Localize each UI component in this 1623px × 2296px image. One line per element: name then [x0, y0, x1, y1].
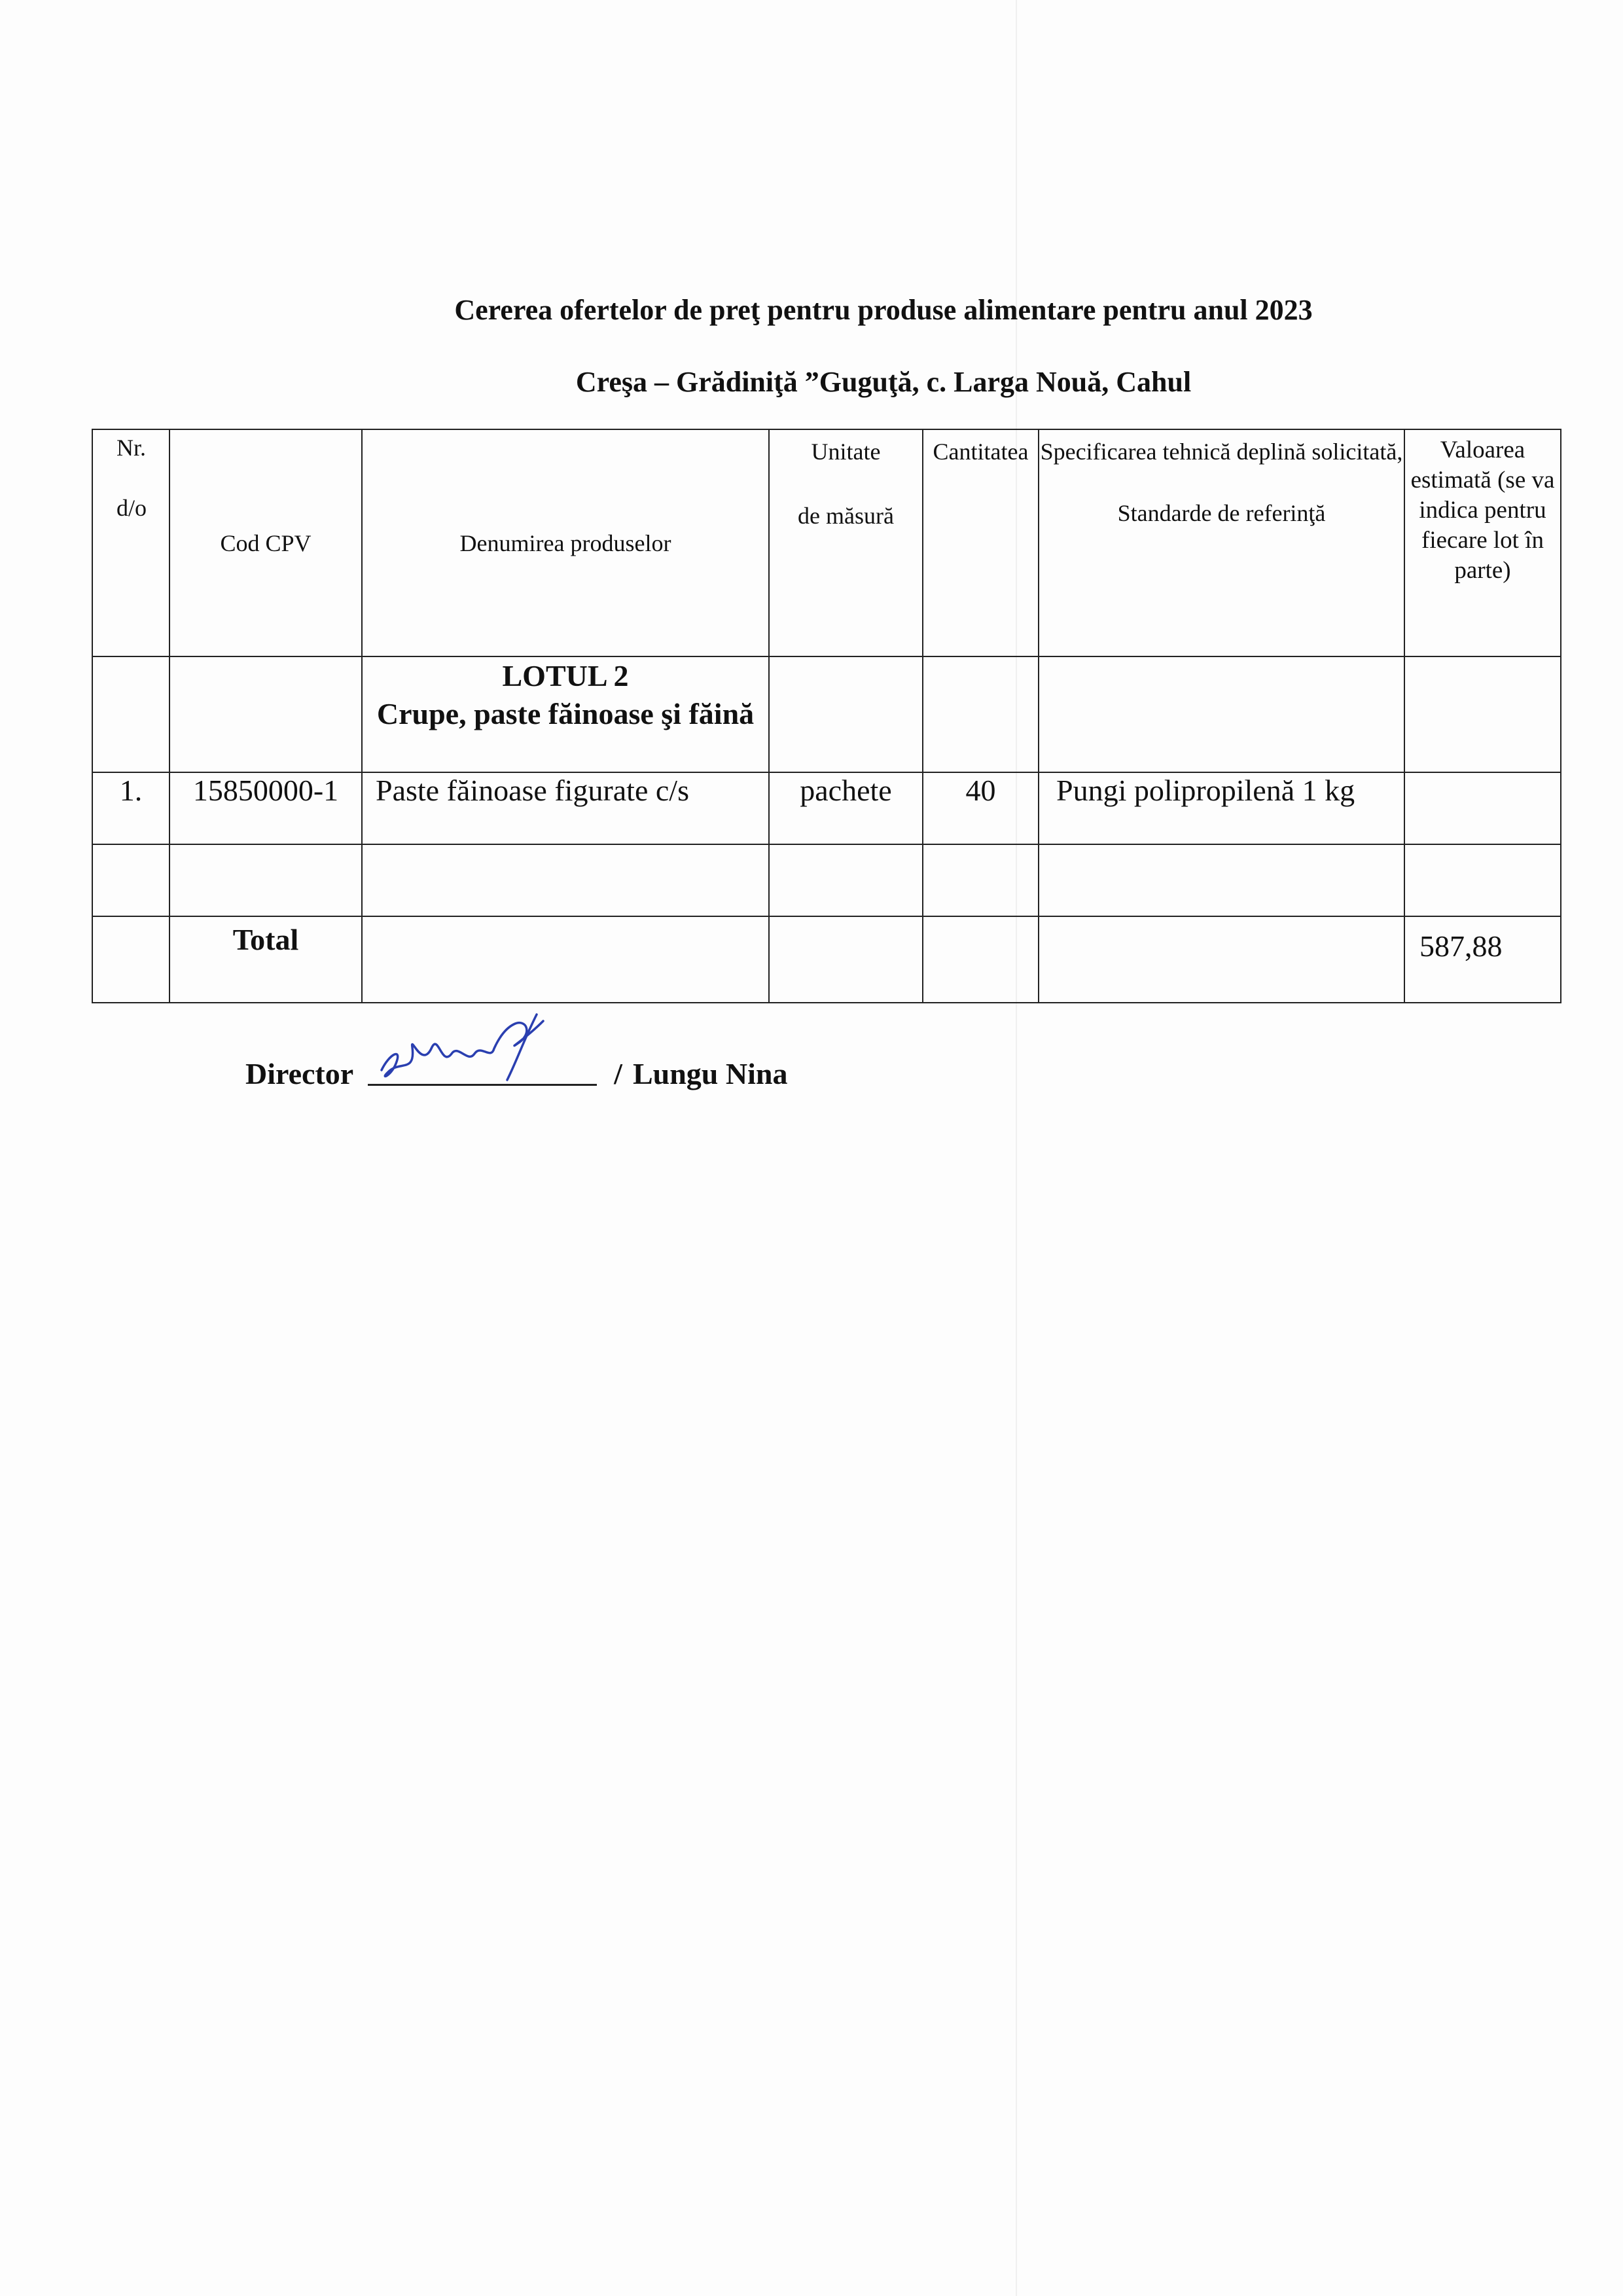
document-title: Cererea ofertelor de preţ pentru produse alimentare pentru anul 2023	[454, 294, 1313, 326]
total-cell-unit	[769, 916, 923, 1003]
signature-block	[245, 1047, 787, 1091]
header-nr-line2: d/o	[116, 495, 147, 521]
header-spec	[1039, 429, 1404, 656]
row-cpv: 15850000-1	[169, 772, 362, 844]
total-cell-spec	[1039, 916, 1404, 1003]
header-name: Denumirea produselor	[362, 429, 769, 656]
empty-cell	[1404, 844, 1561, 916]
header-unit	[769, 429, 923, 656]
lot-subtitle: Crupe, paste făinoase şi făină	[376, 697, 755, 730]
signer-name: Lungu Nina	[632, 1057, 788, 1090]
signer-role: Director	[245, 1057, 354, 1090]
total-cell-qty	[923, 916, 1039, 1003]
header-nr-line1: Nr.	[116, 435, 146, 461]
empty-cell	[1039, 844, 1404, 916]
header-unit-line1: Unitate	[811, 439, 881, 465]
empty-cell	[169, 844, 362, 916]
lot-cell-spec	[1039, 656, 1404, 772]
empty-cell	[769, 844, 923, 916]
row-name: Paste făinoase figurate c/s	[362, 772, 769, 844]
total-value: 587,88	[1404, 916, 1561, 1003]
row-value	[1404, 772, 1561, 844]
total-row	[92, 916, 1561, 1003]
lot-row	[92, 656, 1561, 772]
lot-cell-nr	[92, 656, 169, 772]
document-subtitle: Creşa – Grădiniţă ”Guguţă, c. Larga Nouă, Cahul	[575, 366, 1192, 398]
header-nr	[92, 429, 169, 656]
empty-row	[92, 844, 1561, 916]
lot-cell-qty	[923, 656, 1039, 772]
table-row	[92, 772, 1561, 844]
page-fold	[1016, 0, 1017, 2296]
total-cell-name	[362, 916, 769, 1003]
header-value: Valoarea estimată (se va indica pentru fiecare lot în parte)	[1404, 429, 1561, 656]
lot-cell-value	[1404, 656, 1561, 772]
empty-cell	[923, 844, 1039, 916]
empty-cell	[362, 844, 769, 916]
total-cell-nr	[92, 916, 169, 1003]
row-unit: pachete	[769, 772, 923, 844]
lot-title-cell	[362, 656, 769, 772]
row-qty: 40	[923, 772, 1039, 844]
header-spec-line1: Specificarea tehnică deplină solicitată,	[1040, 439, 1403, 465]
signature-line	[368, 1047, 597, 1086]
header-unit-line2: de măsură	[798, 503, 894, 529]
header-qty: Cantitatea	[923, 429, 1039, 656]
signature-separator: /	[614, 1057, 622, 1090]
table-header-row	[92, 429, 1561, 656]
row-spec: Pungi polipropilenă 1 kg	[1039, 772, 1404, 844]
lot-cell-unit	[769, 656, 923, 772]
empty-cell	[92, 844, 169, 916]
header-spec-line2: Standarde de referinţă	[1117, 500, 1326, 526]
row-nr: 1.	[92, 772, 169, 844]
offers-table	[92, 429, 1561, 1003]
total-label: Total	[169, 916, 362, 1003]
lot-cell-cpv	[169, 656, 362, 772]
header-cpv: Cod CPV	[169, 429, 362, 656]
lot-title: LOTUL 2	[502, 659, 629, 692]
